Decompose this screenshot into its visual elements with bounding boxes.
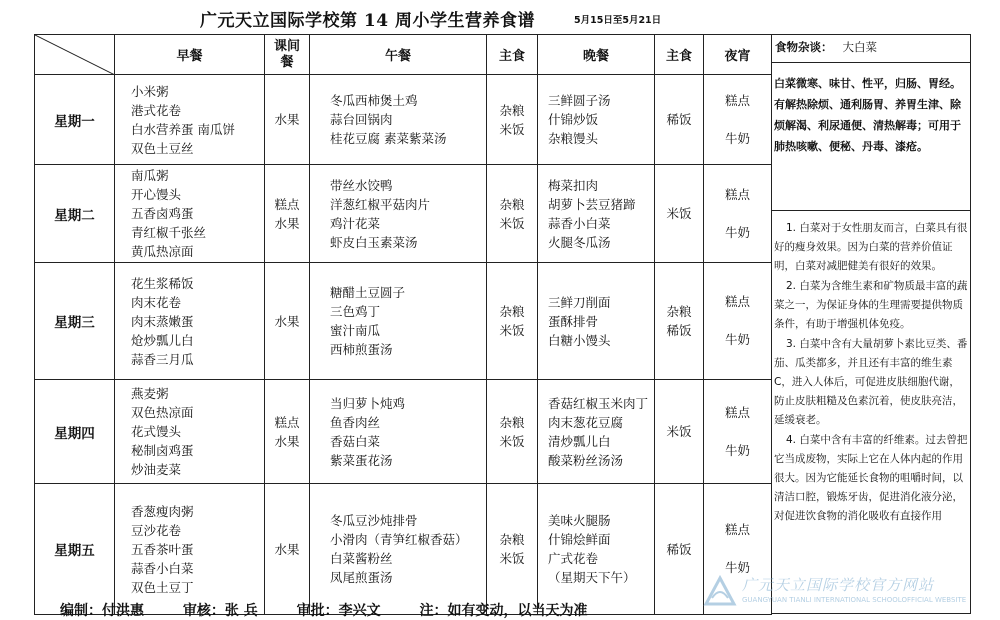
header-row <box>35 35 772 75</box>
breakfast-cell-item: 白水营养蛋 南瓜饼 <box>131 121 235 137</box>
watermark <box>700 572 1000 612</box>
lunch-staple-cell-item: 米饭 <box>499 323 525 338</box>
lunch-cell-item: 冬瓜豆沙炖排骨 <box>330 513 418 528</box>
night-cell-item: 糕点 <box>724 93 750 108</box>
col-night: 夜宵 <box>704 35 772 75</box>
dinner-cell <box>538 484 655 615</box>
lunch-staple-cell-item: 杂粮 <box>499 532 525 547</box>
col-breakfast: 早餐 <box>115 35 265 75</box>
snack-cell <box>265 380 310 484</box>
lunch-cell-item: 糖醋土豆圆子 <box>330 285 406 300</box>
footer-approver: 审批：李兴文 <box>296 603 381 619</box>
lunch-staple-cell-item: 米饭 <box>499 551 525 566</box>
dinner-staple-cell-item: 米饭 <box>666 424 692 439</box>
lunch-staple-cell <box>487 165 538 263</box>
breakfast-cell <box>115 263 265 380</box>
dinner-staple-cell <box>655 165 704 263</box>
lunch-cell <box>310 165 487 263</box>
lunch-staple-cell <box>487 75 538 165</box>
col-lunch: 午餐 <box>310 35 487 75</box>
lunch-cell <box>310 484 487 615</box>
dinner-staple-cell <box>655 484 704 615</box>
lunch-cell-item: 香菇白菜 <box>330 433 381 449</box>
breakfast-cell-item: 双色土豆丁 <box>131 579 194 595</box>
dinner-cell-item: 肉末葱花豆腐 <box>548 414 624 430</box>
day-row <box>35 263 772 380</box>
lunch-cell-item: 冬瓜西柿煲土鸡 <box>330 93 418 108</box>
school-logo-icon <box>702 574 738 610</box>
night-cell-item: 牛奶 <box>724 224 750 240</box>
notes-label: 食物杂谈： <box>775 40 833 54</box>
breakfast-cell-item: 蒜香三月瓜 <box>131 351 194 367</box>
day-label: 星期二 <box>35 165 115 263</box>
date-range: 5月15日至5月21日 <box>574 15 662 26</box>
notes-divider <box>771 62 970 63</box>
breakfast-cell-item: 蒜香小白菜 <box>131 560 194 576</box>
snack-cell-item: 水果 <box>274 112 300 127</box>
lunch-cell-item: 带丝水饺鸭 <box>330 177 393 193</box>
dinner-cell <box>538 75 655 165</box>
day-row <box>35 75 772 165</box>
lunch-staple-cell-item: 杂粮 <box>499 196 525 212</box>
night-cell-item: 糕点 <box>724 186 750 202</box>
corner-cell <box>35 35 115 75</box>
breakfast-cell-item: 豆沙花卷 <box>131 522 182 538</box>
notes-divider-2 <box>771 210 970 211</box>
dinner-staple-cell-item: 稀饭 <box>666 112 692 127</box>
dinner-staple-cell <box>655 75 704 165</box>
dinner-cell <box>538 263 655 380</box>
dinner-cell-item: 广式花卷 <box>548 551 599 566</box>
dinner-cell-item: （星期天下午） <box>548 570 636 585</box>
notes-summary: 白菜微寒、味甘、性平，归肠、胃经。有解热除烦、通利肠胃、养胃生津、除烦解渴、利尿通便、清热解毒；可用于肺热咳嗽、便秘、丹毒、漆疮。 <box>774 77 961 153</box>
night-cell-item: 牛奶 <box>724 442 750 458</box>
col-dinner-staple: 主食 <box>655 35 704 75</box>
lunch-cell-item: 紫菜蛋花汤 <box>330 452 393 468</box>
footer-reviewer: 审核：张 兵 <box>182 603 258 619</box>
lunch-cell-item: 小滑肉（青笋红椒香菇） <box>330 532 468 547</box>
lunch-staple-cell-item: 米饭 <box>499 215 525 231</box>
lunch-cell-item: 虾皮白玉素菜汤 <box>330 234 418 250</box>
day-row <box>35 484 772 615</box>
footer-note: 注：如有变动，以当天为准 <box>419 603 588 619</box>
lunch-cell-item: 三色鸡丁 <box>330 304 381 319</box>
snack-cell-item: 水果 <box>274 215 300 231</box>
lunch-staple-cell-item: 杂粮 <box>499 102 525 118</box>
lunch-cell <box>310 75 487 165</box>
breakfast-cell-item: 南瓜粥 <box>131 168 169 183</box>
notes-point: 4. 白菜中含有丰富的纤维素。过去曾把它当成废物，实际上它在人体内起的作用很大。因为它能延长食物的咀嚼时间，以清洁口腔，锻炼牙齿，促进消化液分泌，对促进饮食物的消化吸收有直接作用 <box>774 434 968 522</box>
notes-points <box>774 219 968 527</box>
dinner-cell-item: 什锦烩鲜面 <box>548 532 611 547</box>
breakfast-cell-item: 肉末花卷 <box>131 294 182 310</box>
breakfast-cell <box>115 380 265 484</box>
lunch-staple-cell <box>487 380 538 484</box>
breakfast-cell-item: 青红椒千张丝 <box>131 225 207 240</box>
breakfast-cell-item: 花生浆稀饭 <box>131 275 194 291</box>
lunch-cell-item: 蒜台回锅肉 <box>330 112 393 127</box>
lunch-cell-item: 蜜汁南瓜 <box>330 323 381 338</box>
page-title: 广元天立国际学校第 14 周小学生营养食谱 <box>200 11 535 31</box>
breakfast-cell <box>115 165 265 263</box>
night-cell <box>704 263 772 380</box>
day-label: 星期四 <box>35 380 115 484</box>
lunch-staple-cell <box>487 263 538 380</box>
col-lunch-staple: 主食 <box>487 35 538 75</box>
lunch-staple-cell-item: 杂粮 <box>499 304 525 319</box>
notes-heading <box>775 39 877 55</box>
snack-cell-item: 水果 <box>274 313 300 329</box>
lunch-cell-item: 凤尾煎蛋汤 <box>330 570 393 585</box>
dinner-cell <box>538 380 655 484</box>
breakfast-cell-item: 港式花卷 <box>131 102 182 118</box>
lunch-cell <box>310 380 487 484</box>
diagonal-line <box>35 35 115 75</box>
day-label: 星期三 <box>35 263 115 380</box>
dinner-cell-item: 胡萝卜芸豆猪蹄 <box>548 196 636 212</box>
snack-cell-item: 糕点 <box>274 196 300 212</box>
snack-cell-item: 水果 <box>274 433 300 449</box>
night-cell-item: 牛奶 <box>724 560 750 575</box>
dinner-staple-cell <box>655 380 704 484</box>
lunch-staple-cell-item: 米饭 <box>499 121 525 137</box>
breakfast-cell <box>115 484 265 615</box>
watermark-text: 广元天立国际学校官方网站 <box>742 576 935 594</box>
lunch-cell-item: 西柿煎蛋汤 <box>330 342 393 357</box>
dinner-cell <box>538 165 655 263</box>
breakfast-cell-item: 开心馒头 <box>131 187 182 202</box>
breakfast-cell-item: 小米粥 <box>131 83 169 99</box>
lunch-cell-item: 鸡汁花菜 <box>330 215 381 231</box>
dinner-staple-cell-item: 杂粮 <box>666 304 692 319</box>
notes-panel <box>771 34 971 614</box>
snack-cell <box>265 484 310 615</box>
night-cell-item: 牛奶 <box>724 332 750 347</box>
day-label: 星期一 <box>35 75 115 165</box>
day-row <box>35 165 772 263</box>
breakfast-cell <box>115 75 265 165</box>
footer-compiler: 编制：付洪惠 <box>60 603 144 619</box>
dinner-cell-item: 香菇红椒玉米肉丁 <box>548 395 649 411</box>
notes-point: 1. 白菜对于女性朋友而言，白菜具有很好的瘦身效果。因为白菜的营养价值证明，白菜对减肥健美有很好的效果。 <box>774 222 968 272</box>
night-cell-item: 牛奶 <box>724 130 750 146</box>
breakfast-cell-item: 香葱瘦肉粥 <box>131 503 194 519</box>
lunch-staple-cell-item: 米饭 <box>499 433 525 449</box>
breakfast-cell-item: 燕麦粥 <box>131 386 169 401</box>
day-row <box>35 380 772 484</box>
snack-cell <box>265 165 310 263</box>
dinner-cell-item: 蛋酥排骨 <box>548 313 599 329</box>
breakfast-cell-item: 花式馒头 <box>131 424 182 439</box>
notes-point: 3. 白菜中含有大量胡萝卜素比豆类、番茄、瓜类都多，并且还有丰富的维生素 C，进入人体后，可促进皮肤细胞代谢，防止皮肤粗糙及色素沉着，使皮肤亮洁，延缓衰老。 <box>774 338 968 426</box>
breakfast-cell-item: 秘制卤鸡蛋 <box>131 443 194 458</box>
dinner-cell-item: 白糖小馒头 <box>548 332 611 348</box>
night-cell-item: 糕点 <box>724 522 750 537</box>
day-label: 星期五 <box>35 484 115 615</box>
dinner-staple-cell-item: 米饭 <box>666 206 692 221</box>
lunch-cell-item: 洋葱红椒平菇肉片 <box>330 196 431 212</box>
notes-food: 大白菜 <box>842 40 877 54</box>
header <box>0 4 1000 30</box>
col-snack: 课间餐 <box>265 35 310 75</box>
dinner-cell-item: 杂粮馒头 <box>548 131 599 146</box>
night-cell <box>704 380 772 484</box>
breakfast-cell-item: 五香茶叶蛋 <box>131 541 194 557</box>
dinner-cell-item: 酸菜粉丝汤汤 <box>548 452 624 468</box>
breakfast-cell-item: 炝炒瓢儿白 <box>131 332 194 348</box>
lunch-cell-item: 当归萝卜炖鸡 <box>330 395 406 411</box>
snack-cell-item: 水果 <box>274 541 300 557</box>
breakfast-cell-item: 双色土豆丝 <box>131 140 194 156</box>
dinner-cell-item: 火腿冬瓜汤 <box>548 234 611 250</box>
dinner-cell-item: 蒜香小白菜 <box>548 215 611 231</box>
night-cell-item: 糕点 <box>724 294 750 309</box>
night-cell <box>704 165 772 263</box>
lunch-cell-item: 白菜酱粉丝 <box>330 551 393 566</box>
lunch-cell-item: 桂花豆腐 素菜紫菜汤 <box>330 131 447 146</box>
snack-cell <box>265 263 310 380</box>
menu-table <box>34 34 772 615</box>
breakfast-cell-item: 炒油麦菜 <box>131 462 182 477</box>
lunch-cell <box>310 263 487 380</box>
dinner-cell-item: 美味火腿肠 <box>548 513 611 528</box>
lunch-cell-item: 鱼香肉丝 <box>330 414 381 430</box>
dinner-staple-cell-item: 稀饭 <box>666 323 692 338</box>
night-cell <box>704 75 772 165</box>
notes-point: 2. 白菜为含维生素和矿物质最丰富的蔬菜之一，为保证身体的生理需要提供物质条件，有助于增强机体免疫。 <box>774 280 968 330</box>
dinner-cell-item: 三鲜刀削面 <box>548 294 611 310</box>
snack-cell-item: 糕点 <box>274 414 300 430</box>
footer <box>60 600 622 620</box>
night-cell-item: 糕点 <box>724 404 750 420</box>
watermark-subtext: GUANGYUAN TIANLI INTERNATIONAL SCHOOLOFFICIAL WEBSITE <box>742 596 967 604</box>
breakfast-cell-item: 黄瓜热凉面 <box>131 244 194 259</box>
breakfast-cell-item: 肉末蒸嫩蛋 <box>131 313 194 329</box>
lunch-staple-cell-item: 杂粮 <box>499 414 525 430</box>
dinner-staple-cell <box>655 263 704 380</box>
dinner-staple-cell-item: 稀饭 <box>666 541 692 557</box>
lunch-staple-cell <box>487 484 538 615</box>
breakfast-cell-item: 双色热凉面 <box>131 405 194 420</box>
dinner-cell-item: 三鲜圆子汤 <box>548 93 611 108</box>
dinner-cell-item: 梅菜扣肉 <box>548 177 599 193</box>
snack-cell <box>265 75 310 165</box>
breakfast-cell-item: 五香卤鸡蛋 <box>131 206 194 221</box>
col-dinner: 晚餐 <box>538 35 655 75</box>
dinner-cell-item: 清炒瓢儿白 <box>548 433 611 449</box>
dinner-cell-item: 什锦炒饭 <box>548 112 599 127</box>
